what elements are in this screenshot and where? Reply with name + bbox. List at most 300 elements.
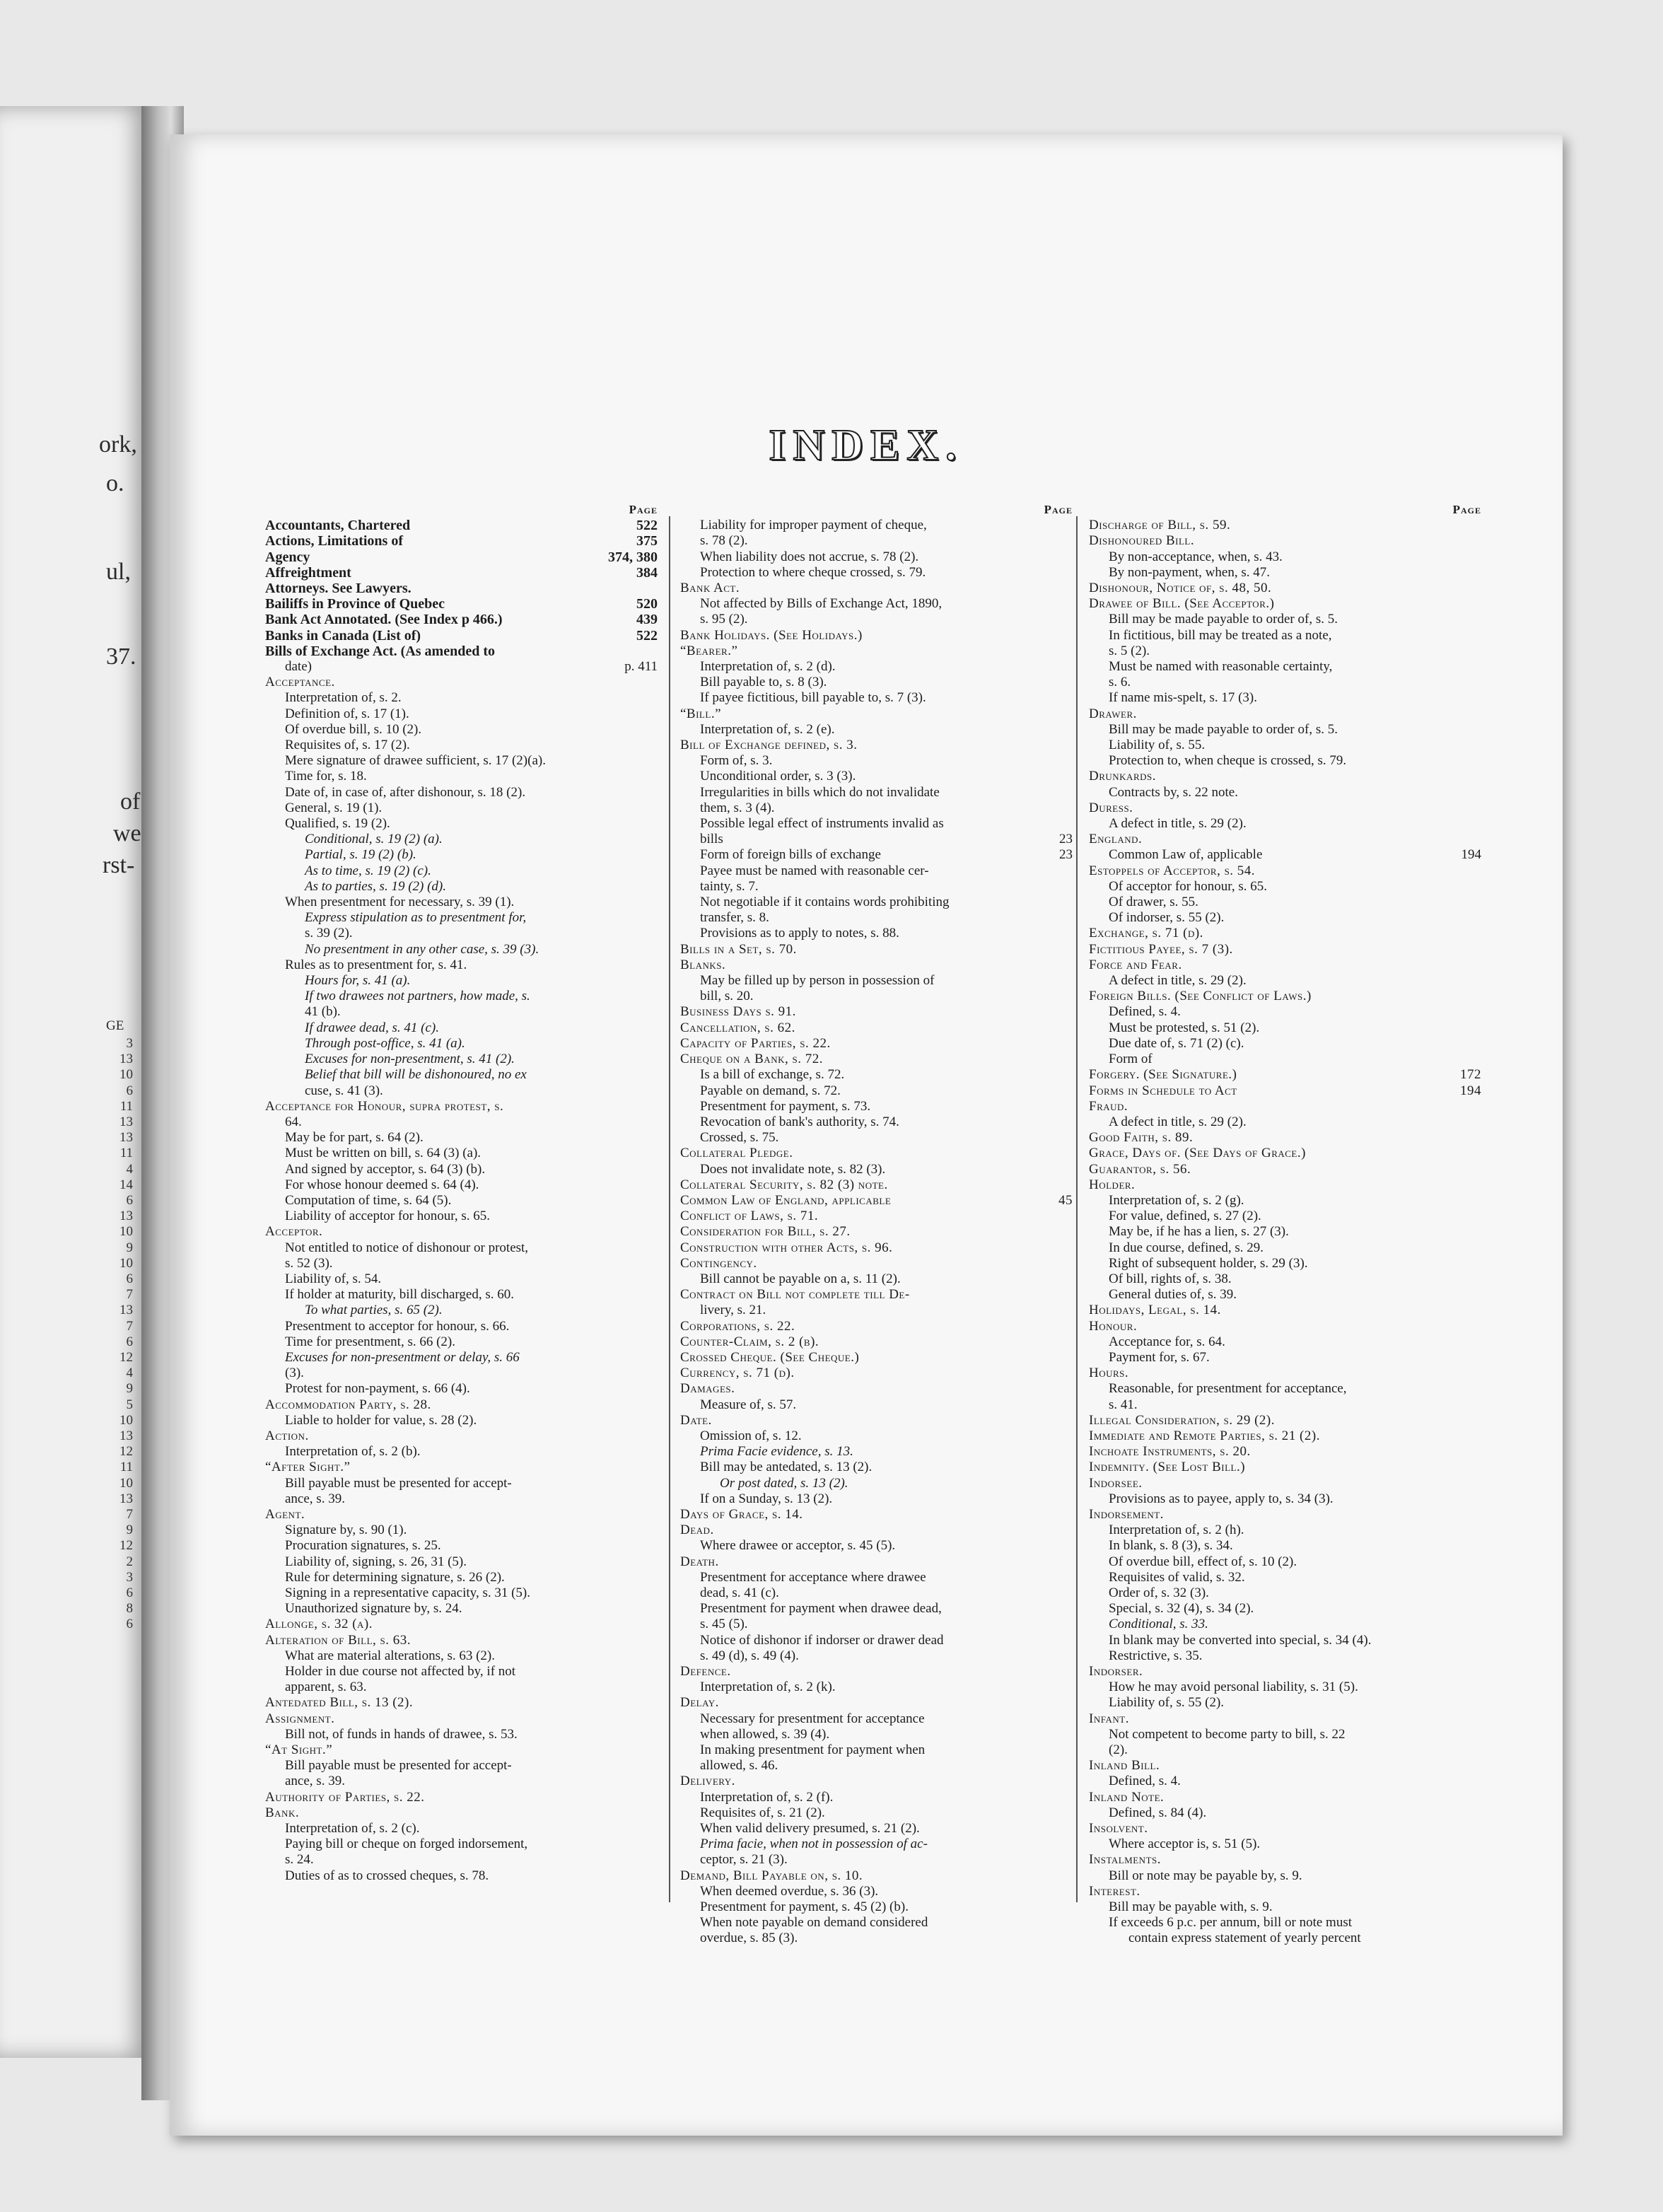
facing-page-text: GE bbox=[106, 1018, 124, 1033]
index-entry bbox=[680, 1727, 1073, 1742]
index-entry bbox=[680, 1334, 1073, 1350]
index-entry bbox=[680, 1271, 1073, 1287]
index-entry bbox=[265, 1585, 658, 1601]
facing-page-number: 10 bbox=[119, 1475, 133, 1491]
index-entry bbox=[680, 1319, 1073, 1334]
index-entry-text: A defect in title, s. 29 (2). bbox=[1109, 816, 1247, 832]
index-entry-text: Bill may be made payable to order of, s. 5. bbox=[1109, 721, 1338, 737]
index-entry-text: Notice of dishonor if indorser or drawer dead bbox=[700, 1632, 944, 1648]
index-entry bbox=[680, 565, 1073, 581]
index-entry bbox=[1089, 847, 1481, 863]
index-entry-text: Mere signature of drawee sufficient, s. 17 (2)(a). bbox=[285, 753, 546, 769]
index-entry-text: Alteration of Bill, s. 63. bbox=[265, 1632, 411, 1648]
index-entry-text: When deemed overdue, s. 36 (3). bbox=[700, 1883, 879, 1899]
index-entry-text: Assignment. bbox=[265, 1711, 335, 1726]
facing-page-number: 13 bbox=[119, 1303, 133, 1318]
index-entry bbox=[680, 1350, 1073, 1366]
index-entry-text: When liability does not accrue, s. 78 (2). bbox=[700, 549, 919, 564]
index-entry bbox=[265, 1162, 658, 1177]
index-entry bbox=[265, 1319, 658, 1334]
index-entry-text: Inland Bill. bbox=[1089, 1758, 1160, 1774]
index-entry bbox=[1089, 1695, 1481, 1711]
index-entry bbox=[680, 1538, 1073, 1554]
index-entry-text: Crossed Cheque. (See Cheque.) bbox=[680, 1349, 860, 1365]
facing-page-number: 13 bbox=[119, 1209, 133, 1224]
facing-page-number: 6 bbox=[126, 1083, 133, 1098]
index-entry bbox=[680, 926, 1073, 941]
index-entry bbox=[265, 1083, 658, 1099]
index-entry bbox=[680, 1381, 1073, 1397]
index-entry bbox=[680, 1083, 1073, 1099]
facing-page-number: 13 bbox=[119, 1491, 133, 1506]
facing-page-number: 5 bbox=[126, 1397, 133, 1412]
index-entry bbox=[680, 1303, 1073, 1318]
index-entry-text: Protection to where cheque crossed, s. 79. bbox=[700, 564, 926, 580]
index-entry-text: Common Law of England, applicable bbox=[680, 1192, 892, 1208]
index-entry-text: Immediate and Remote Parties, s. 21 (2). bbox=[1089, 1428, 1320, 1443]
index-entry bbox=[265, 1633, 658, 1648]
index-entry bbox=[680, 910, 1073, 926]
index-entry-text: England. bbox=[1089, 832, 1143, 847]
index-entry-text: Fictitious Payee, s. 7 (3). bbox=[1089, 941, 1233, 957]
index-entry-text: Bill payable must be presented for accept- bbox=[285, 1758, 512, 1774]
index-entry bbox=[1089, 1570, 1481, 1585]
index-entry-text: Liability of acceptor for honour, s. 65. bbox=[285, 1209, 490, 1224]
index-entry-text: Cancellation, s. 62. bbox=[680, 1020, 795, 1035]
index-entry-text: cuse, s. 41 (3). bbox=[305, 1083, 383, 1098]
index-entry bbox=[680, 1852, 1073, 1868]
index-entry bbox=[1089, 706, 1481, 722]
index-entry bbox=[1089, 1758, 1481, 1774]
index-entry-text: (3). bbox=[285, 1366, 304, 1381]
facing-page-number: 3 bbox=[126, 1569, 133, 1585]
index-entry-text: Interpretation of, s. 2 (k). bbox=[700, 1680, 836, 1695]
index-entry bbox=[265, 1256, 658, 1271]
index-entry-text: A defect in title, s. 29 (2). bbox=[1109, 1114, 1247, 1129]
index-entry bbox=[1089, 1240, 1481, 1256]
index-entry-text: bills bbox=[700, 832, 723, 847]
index-entry bbox=[1089, 957, 1481, 973]
facing-page-number: 14 bbox=[119, 1177, 133, 1192]
facing-page-number: 12 bbox=[119, 1444, 133, 1460]
index-entry bbox=[1089, 816, 1481, 832]
index-entry bbox=[1089, 1303, 1481, 1318]
index-entry bbox=[680, 801, 1073, 816]
index-entry bbox=[1089, 549, 1481, 565]
index-entry-text: Grace, Days of. (See Days of Grace.) bbox=[1089, 1146, 1306, 1161]
index-entry-page: 384 bbox=[636, 564, 658, 581]
index-entry bbox=[265, 1240, 658, 1256]
index-entry bbox=[680, 879, 1073, 895]
index-entry-text: Contract on Bill not complete till De- bbox=[680, 1287, 910, 1303]
index-entry bbox=[1089, 1428, 1481, 1444]
index-entry-text: Presentment to acceptor for honour, s. 66. bbox=[285, 1318, 510, 1334]
index-entry bbox=[1089, 1931, 1481, 1946]
index-entry bbox=[265, 1601, 658, 1617]
index-entry bbox=[680, 1774, 1073, 1789]
index-entry bbox=[265, 1460, 658, 1475]
index-entry-text: Contingency. bbox=[680, 1255, 757, 1271]
index-entry bbox=[265, 1711, 658, 1727]
index-entry bbox=[680, 722, 1073, 738]
index-entry-text: ceptor, s. 21 (3). bbox=[700, 1852, 788, 1868]
index-entry-text: Accountants, Chartered bbox=[265, 518, 411, 534]
index-entry-text: Bill payable to, s. 8 (3). bbox=[700, 675, 827, 690]
index-entry-text: And signed by acceptor, s. 64 (3) (b). bbox=[285, 1161, 486, 1177]
index-entry bbox=[1089, 612, 1481, 627]
index-entry bbox=[680, 1868, 1073, 1884]
index-entry-text: Interpretation of, s. 2 (c). bbox=[285, 1821, 420, 1836]
column-page-header: Page bbox=[1452, 503, 1481, 516]
index-entry bbox=[680, 973, 1073, 989]
index-entry bbox=[265, 1004, 658, 1020]
index-entry bbox=[680, 675, 1073, 690]
index-entry-page: 23 bbox=[1059, 832, 1073, 847]
index-entry bbox=[1089, 1004, 1481, 1020]
index-entry-text: Conditional, s. 19 (2) (a). bbox=[305, 832, 443, 847]
index-entry bbox=[265, 581, 658, 596]
index-entry bbox=[1089, 1774, 1481, 1789]
index-entry bbox=[1089, 1805, 1481, 1821]
index-entry-text: Force and Fear. bbox=[1089, 957, 1182, 972]
index-entry bbox=[1089, 1256, 1481, 1271]
index-entry bbox=[265, 1177, 658, 1193]
index-entry bbox=[680, 1711, 1073, 1727]
index-entry-text: Payable on demand, s. 72. bbox=[700, 1083, 841, 1098]
index-entry-text: allowed, s. 46. bbox=[700, 1758, 778, 1774]
index-entry-text: In due course, defined, s. 29. bbox=[1109, 1240, 1264, 1255]
index-entry bbox=[680, 753, 1073, 769]
index-entry bbox=[680, 989, 1073, 1004]
index-entry-text: s. 52 (3). bbox=[285, 1255, 333, 1271]
index-entry bbox=[265, 1413, 658, 1428]
index-entry bbox=[265, 1428, 658, 1444]
index-entry bbox=[265, 1507, 658, 1523]
index-entry-text: s. 95 (2). bbox=[700, 612, 748, 627]
index-entry bbox=[265, 518, 658, 533]
index-entry bbox=[680, 1146, 1073, 1161]
facing-page-text: we bbox=[113, 820, 141, 846]
index-entry bbox=[265, 1209, 658, 1224]
index-entry-text: Bill cannot be payable on a, s. 11 (2). bbox=[700, 1271, 901, 1286]
index-entry bbox=[265, 832, 658, 847]
index-entry bbox=[680, 1114, 1073, 1130]
index-entry bbox=[1089, 675, 1481, 690]
index-entry bbox=[680, 1570, 1073, 1585]
index-entry bbox=[265, 1146, 658, 1161]
index-entry-text: By non-acceptance, when, s. 43. bbox=[1109, 549, 1283, 564]
index-entry bbox=[265, 1664, 658, 1680]
facing-page-number: 6 bbox=[126, 1334, 133, 1349]
index-entry bbox=[265, 1523, 658, 1538]
column-divider bbox=[1076, 516, 1078, 1902]
index-entry bbox=[1089, 1177, 1481, 1193]
index-entry-text: In fictitious, bill may be treated as a note, bbox=[1109, 627, 1332, 643]
facing-page-number: 7 bbox=[126, 1287, 133, 1303]
index-entry-text: Bills in a Set, s. 70. bbox=[680, 941, 797, 957]
index-entry bbox=[265, 1381, 658, 1397]
index-entry-text: Bill or note may be payable by, s. 9. bbox=[1109, 1868, 1302, 1883]
index-entry-text: Acceptance for Honour, supra protest, s. bbox=[265, 1098, 504, 1114]
index-entry-text: Bill may be payable with, s. 9. bbox=[1109, 1899, 1273, 1915]
index-entry-text: If name mis-spelt, s. 17 (3). bbox=[1109, 690, 1258, 706]
index-entry bbox=[1089, 879, 1481, 895]
index-entry bbox=[1089, 895, 1481, 910]
index-entry bbox=[1089, 1491, 1481, 1507]
column-page-header: Page bbox=[629, 503, 658, 516]
facing-page-number: 11 bbox=[119, 1098, 133, 1114]
facing-page-number: 7 bbox=[126, 1318, 133, 1334]
index-entry-text: Allonge, s. 32 (a). bbox=[265, 1617, 373, 1632]
index-entry bbox=[265, 1366, 658, 1381]
index-entry bbox=[1089, 1742, 1481, 1758]
index-entry-text: Of overdue bill, s. 10 (2). bbox=[285, 721, 422, 737]
index-entry-text: Dishonour, Notice of, s. 48, 50. bbox=[1089, 581, 1272, 595]
index-entry-text: Belief that bill will be dishonoured, no ex bbox=[305, 1067, 527, 1083]
index-entry-text: them, s. 3 (4). bbox=[700, 800, 775, 815]
index-entry bbox=[1089, 1617, 1481, 1632]
index-entry-text: Interpretation of, s. 2 (f). bbox=[700, 1789, 834, 1805]
index-entry bbox=[265, 1648, 658, 1664]
facing-page-number: 9 bbox=[126, 1381, 133, 1397]
index-entry-text: Delivery. bbox=[680, 1774, 735, 1789]
index-entry-text: Acceptance for, s. 64. bbox=[1109, 1334, 1225, 1349]
index-entry-text: If drawee dead, s. 41 (c). bbox=[305, 1020, 439, 1035]
index-entry-text: Prima Facie evidence, s. 13. bbox=[700, 1444, 853, 1460]
index-entry bbox=[680, 1020, 1073, 1036]
index-entry-text: Delay. bbox=[680, 1695, 719, 1711]
index-entry bbox=[1089, 1884, 1481, 1899]
index-entry bbox=[1089, 518, 1481, 533]
index-entry-text: Foreign Bills. (See Conflict of Laws.) bbox=[1089, 989, 1312, 1004]
index-entry bbox=[680, 1476, 1073, 1491]
index-entry-text: Illegal Consideration, s. 29 (2). bbox=[1089, 1412, 1276, 1428]
index-entry-text: Necessary for presentment for acceptance bbox=[700, 1711, 925, 1726]
index-entry-text: dead, s. 41 (c). bbox=[700, 1585, 779, 1600]
index-entry bbox=[1089, 801, 1481, 816]
index-entry-text: No presentment in any other case, s. 39 (3). bbox=[305, 941, 539, 957]
index-entry bbox=[1089, 942, 1481, 957]
index-entry-text: Of overdue bill, effect of, s. 10 (2). bbox=[1109, 1554, 1297, 1569]
index-entry bbox=[265, 1554, 658, 1570]
index-entry bbox=[265, 1036, 658, 1052]
index-entry-text: Bill not, of funds in hands of drawee, s. 53. bbox=[285, 1726, 518, 1742]
index-entry-text: Liability for improper payment of cheque, bbox=[700, 518, 927, 533]
index-entry-text: Fraud. bbox=[1089, 1098, 1128, 1114]
index-entry bbox=[265, 1852, 658, 1868]
index-entry-text: Infant. bbox=[1089, 1711, 1129, 1726]
index-entry bbox=[1089, 533, 1481, 549]
index-entry-page: 172 bbox=[1460, 1067, 1481, 1083]
index-entry-text: Omission of, s. 12. bbox=[700, 1428, 802, 1443]
facing-page-text: ul, bbox=[106, 559, 131, 585]
index-entry bbox=[1089, 926, 1481, 941]
index-entry-text: “At Sight.” bbox=[265, 1742, 333, 1758]
index-entry-page: 374, 380 bbox=[608, 549, 658, 565]
index-entry bbox=[680, 1491, 1073, 1507]
index-entry-text: When note payable on demand considered bbox=[700, 1915, 928, 1931]
index-entry bbox=[680, 1397, 1073, 1413]
index-entry bbox=[265, 1758, 658, 1774]
index-entry-text: Construction with other Acts, s. 96. bbox=[680, 1240, 893, 1255]
facing-page-number: 12 bbox=[119, 1538, 133, 1554]
index-entry bbox=[265, 644, 658, 659]
index-entry bbox=[265, 1836, 658, 1852]
index-entry bbox=[1089, 1836, 1481, 1852]
index-entry bbox=[680, 1428, 1073, 1444]
index-entry bbox=[265, 628, 658, 644]
index-entry bbox=[680, 690, 1073, 706]
facing-page-number: 10 bbox=[119, 1255, 133, 1271]
index-entry-text: Special, s. 32 (4), s. 34 (2). bbox=[1109, 1601, 1254, 1617]
index-column-3 bbox=[1089, 502, 1481, 1947]
index-entry-text: Bank Act Annotated. (See Index p 466.) bbox=[265, 612, 503, 628]
index-entry-text: Order of, s. 32 (3). bbox=[1109, 1585, 1209, 1600]
index-entry-text: Days of Grace, s. 14. bbox=[680, 1506, 803, 1522]
index-entry bbox=[265, 722, 658, 738]
index-entry bbox=[265, 1821, 658, 1836]
index-entry-text: Defined, s. 4. bbox=[1109, 1774, 1181, 1789]
index-entry-text: s. 45 (5). bbox=[700, 1617, 748, 1632]
facing-page-number: 13 bbox=[119, 1130, 133, 1146]
index-entry bbox=[265, 1350, 658, 1366]
index-entry-text: Drawee of Bill. (See Acceptor.) bbox=[1089, 596, 1275, 612]
index-entry bbox=[265, 1790, 658, 1805]
index-entry-text: Presentment for payment when drawee dead, bbox=[700, 1601, 942, 1617]
index-entry-text: Bill may be made payable to order of, s. 5. bbox=[1109, 612, 1338, 627]
index-entry bbox=[680, 1507, 1073, 1523]
index-entry bbox=[1089, 1476, 1481, 1491]
index-entry-text: May be filled up by person in possession of bbox=[700, 973, 935, 989]
index-entry bbox=[680, 1130, 1073, 1146]
index-entry bbox=[680, 1695, 1073, 1711]
index-entry bbox=[680, 1601, 1073, 1617]
facing-page-number: 10 bbox=[119, 1067, 133, 1083]
index-entry-text: Business Days s. 91. bbox=[680, 1004, 796, 1020]
index-entry bbox=[680, 1036, 1073, 1052]
index-entry-text: Indemnity. (See Lost Bill.) bbox=[1089, 1460, 1246, 1475]
index-entry-text: Protest for non-payment, s. 66 (4). bbox=[285, 1381, 470, 1397]
index-entry-text: A defect in title, s. 29 (2). bbox=[1109, 973, 1247, 989]
index-entry bbox=[1089, 1664, 1481, 1680]
index-entry bbox=[1089, 1334, 1481, 1350]
index-entry-text: Defined, s. 84 (4). bbox=[1109, 1805, 1207, 1820]
index-entry bbox=[680, 785, 1073, 801]
index-entry bbox=[680, 1836, 1073, 1852]
index-entry-text: transfer, s. 8. bbox=[700, 910, 769, 926]
index-entry bbox=[1089, 738, 1481, 753]
index-entry-text: In blank may be converted into special, s. 34 (4). bbox=[1109, 1632, 1372, 1648]
index-entry bbox=[1089, 628, 1481, 644]
index-entry bbox=[265, 895, 658, 910]
facing-page-text: rst- bbox=[103, 852, 135, 878]
index-entry-text: Or post dated, s. 13 (2). bbox=[720, 1475, 848, 1491]
index-entry bbox=[265, 1570, 658, 1585]
index-entry bbox=[265, 942, 658, 957]
index-entry bbox=[265, 1099, 658, 1114]
index-entry bbox=[1089, 1366, 1481, 1381]
index-entry-text: Of indorser, s. 55 (2). bbox=[1109, 910, 1225, 926]
index-entry bbox=[265, 1114, 658, 1130]
facing-page-text: 37. bbox=[106, 644, 136, 670]
index-entry-text: Of drawer, s. 55. bbox=[1109, 895, 1198, 910]
index-entry bbox=[1089, 581, 1481, 596]
index-entry-text: Estoppels of Acceptor, s. 54. bbox=[1089, 863, 1256, 878]
index-entry-text: May be for part, s. 64 (2). bbox=[285, 1130, 424, 1146]
index-entry-text: Liable to holder for value, s. 28 (2). bbox=[285, 1412, 477, 1428]
index-entry-text: Of acceptor for honour, s. 65. bbox=[1109, 878, 1268, 894]
index-entry-text: Due date of, s. 71 (2) (c). bbox=[1109, 1035, 1244, 1051]
index-entry-text: Drunkards. bbox=[1089, 769, 1156, 784]
index-entry-text: Forms in Schedule to Act bbox=[1089, 1083, 1237, 1098]
facing-page-number: 13 bbox=[119, 1114, 133, 1129]
index-entry-text: Banks in Canada (List of) bbox=[265, 627, 421, 644]
index-entry-text: s. 5 (2). bbox=[1109, 643, 1150, 658]
index-entry-text: when allowed, s. 39 (4). bbox=[700, 1726, 830, 1742]
index-entry-text: If payee fictitious, bill payable to, s. 7 (3). bbox=[700, 690, 926, 706]
index-entry bbox=[680, 581, 1073, 596]
index-entry-text: Liability of, signing, s. 26, 31 (5). bbox=[285, 1554, 467, 1569]
index-entry bbox=[1089, 1020, 1481, 1036]
facing-page-number: 9 bbox=[126, 1240, 133, 1255]
index-entry bbox=[1089, 1899, 1481, 1915]
index-entry bbox=[1089, 659, 1481, 675]
index-entry bbox=[265, 533, 658, 549]
index-entry-text: Partial, s. 19 (2) (b). bbox=[305, 847, 416, 863]
index-entry bbox=[1089, 1633, 1481, 1648]
index-entry-text: Time for presentment, s. 66 (2). bbox=[285, 1334, 455, 1349]
index-entry bbox=[680, 1460, 1073, 1475]
index-entry-text: Insolvent. bbox=[1089, 1821, 1148, 1836]
index-entry bbox=[265, 957, 658, 973]
index-entry-text: Rules as to presentment for, s. 41. bbox=[285, 957, 467, 972]
index-entry-page: 45 bbox=[1058, 1192, 1073, 1208]
index-entry bbox=[1089, 1271, 1481, 1287]
index-entry-text: 64. bbox=[285, 1114, 302, 1129]
index-entry-text: Of bill, rights of, s. 38. bbox=[1109, 1271, 1232, 1286]
index-entry-text: Common Law of, applicable bbox=[1109, 847, 1263, 863]
index-entry-text: apparent, s. 63. bbox=[285, 1680, 367, 1695]
index-entry-page: 375 bbox=[636, 533, 658, 549]
index-entry-text: Bailiffs in Province of Quebec bbox=[265, 596, 445, 612]
index-entry-text: Agency bbox=[265, 549, 310, 565]
index-entry bbox=[1089, 1287, 1481, 1303]
index-entry bbox=[265, 596, 658, 612]
index-entry-text: Guarantor, s. 56. bbox=[1089, 1161, 1191, 1177]
index-entry-text: Does not invalidate note, s. 82 (3). bbox=[700, 1161, 886, 1177]
index-entry bbox=[1089, 1397, 1481, 1413]
index-entry bbox=[680, 1052, 1073, 1067]
index-entry bbox=[680, 832, 1073, 847]
index-entry bbox=[1089, 1083, 1481, 1099]
index-entry-text: Damages. bbox=[680, 1381, 735, 1397]
index-entry-text: Bank Act. bbox=[680, 581, 740, 595]
facing-page-text: of bbox=[120, 788, 141, 815]
index-entry-text: “Bearer.” bbox=[680, 643, 738, 658]
index-entry bbox=[265, 1680, 658, 1695]
index-entry bbox=[1089, 1601, 1481, 1617]
index-entry bbox=[1089, 769, 1481, 784]
index-entry bbox=[1089, 1146, 1481, 1161]
index-entry bbox=[265, 1052, 658, 1067]
index-entry-text: Must be written on bill, s. 64 (3) (a). bbox=[285, 1146, 482, 1161]
index-entry bbox=[265, 1742, 658, 1758]
index-entry-text: Acceptance. bbox=[265, 675, 335, 690]
index-entry-text: Where acceptor is, s. 51 (5). bbox=[1109, 1836, 1261, 1852]
index-entry-text: Affreightment bbox=[265, 564, 351, 581]
index-entry bbox=[680, 1554, 1073, 1570]
index-entry-text: Express stipulation as to presentment for, bbox=[305, 910, 527, 926]
